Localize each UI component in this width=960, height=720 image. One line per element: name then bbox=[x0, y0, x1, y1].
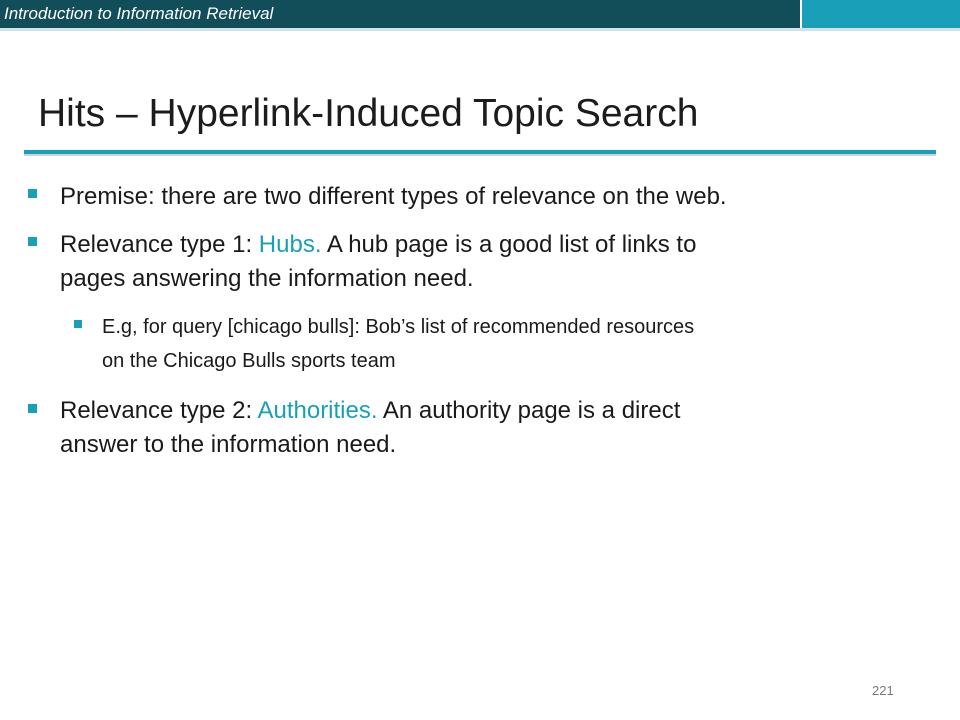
page-number: 221 bbox=[872, 683, 894, 698]
bullet-hubs bbox=[60, 228, 880, 296]
bullet-rest: A hub page is a good list of links to bbox=[321, 231, 697, 258]
bullet-line: answer to the information need. bbox=[60, 431, 397, 458]
bullet-prefix: Relevance type 2: bbox=[60, 397, 258, 424]
bullet-rest: An authority page is a direct bbox=[377, 397, 681, 424]
bullet-line: pages answering the information need. bbox=[60, 265, 474, 292]
title-underline-shadow bbox=[24, 154, 936, 156]
slide-title: Hits – Hyperlink-Induced Topic Search bbox=[38, 92, 699, 135]
sub-bullet-line: E.g, for query [chicago bulls]: Bob’s list of recommended resources bbox=[102, 316, 695, 338]
sub-bullet-example bbox=[102, 310, 892, 378]
bullet-line bbox=[60, 394, 880, 428]
bullet-prefix: Relevance type 1: bbox=[60, 231, 259, 258]
bullet-marker-icon bbox=[28, 404, 37, 413]
header-accent-block bbox=[802, 0, 960, 28]
highlight-term-authorities: Authorities. bbox=[257, 397, 378, 424]
highlight-term-hubs: Hubs. bbox=[258, 231, 322, 258]
sub-bullet-line: on the Chicago Bulls sports team bbox=[102, 350, 396, 372]
header-divider bbox=[0, 28, 960, 31]
bullet-premise bbox=[60, 180, 880, 214]
bullet-text: Premise: there are two different types of relevance on the web. bbox=[60, 183, 727, 210]
course-title: Introduction to Information Retrieval bbox=[4, 4, 274, 23]
sub-bullet-marker-icon bbox=[74, 320, 82, 328]
bullet-marker-icon bbox=[28, 189, 37, 198]
bullet-marker-icon bbox=[28, 237, 37, 246]
bullet-authorities bbox=[60, 394, 880, 462]
bullet-line bbox=[60, 228, 880, 262]
